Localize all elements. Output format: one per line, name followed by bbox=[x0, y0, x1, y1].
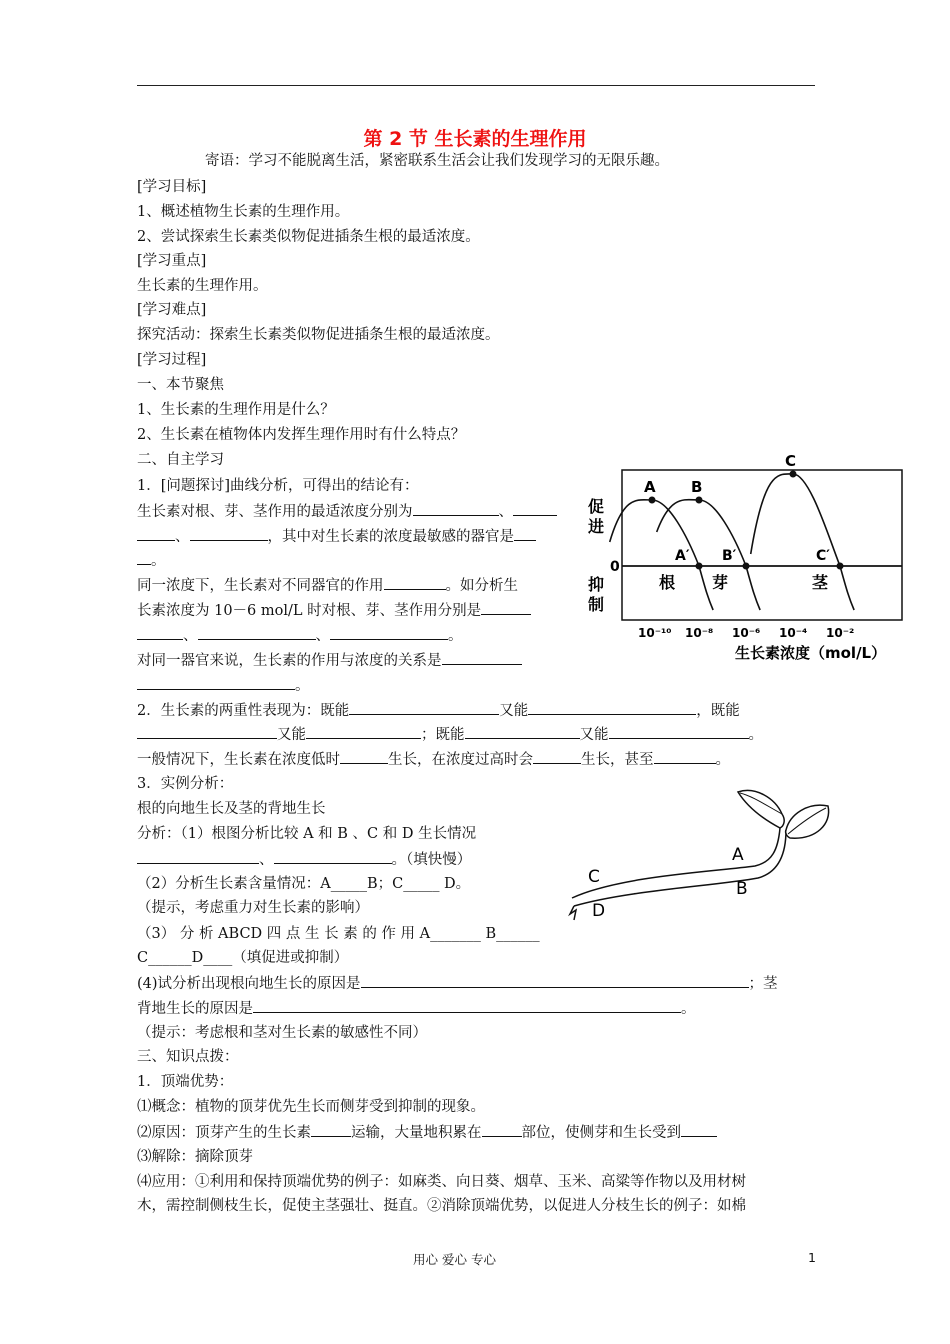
y-label-inhibit: 抑制 bbox=[588, 575, 605, 614]
zero-label: 0 bbox=[610, 559, 620, 575]
peak-label: A bbox=[644, 478, 656, 496]
example-subheading: 根的向地生长及茎的背地生长 bbox=[137, 801, 326, 817]
motto: 寄语：学习不能脱离生活，紧密联系生活会让我们发现学习的无限乐趣。 bbox=[205, 153, 669, 169]
blank[interactable] bbox=[137, 550, 151, 565]
label-d: D bbox=[592, 901, 606, 921]
blank[interactable] bbox=[384, 575, 446, 590]
same-conc-line: 同一浓度下，生长素对不同器官的作用 。如分析生 bbox=[137, 575, 518, 596]
organ-relation-line: 对同一器官来说，生长素的作用与浓度的关系是 bbox=[137, 650, 522, 671]
stem-top-edge bbox=[572, 828, 780, 898]
goal-1: 1、概述植物生长素的生理作用。 bbox=[137, 204, 350, 220]
blank[interactable] bbox=[198, 625, 316, 640]
root-tip bbox=[570, 906, 576, 920]
blank[interactable] bbox=[190, 526, 268, 541]
label-c: C bbox=[588, 867, 600, 887]
analysis-1: 分析：（1）根图分析比较 A 和 B 、C 和 D 生长情况 bbox=[137, 826, 477, 842]
label-a: A bbox=[732, 845, 744, 865]
key-heading: [学习重点] bbox=[137, 253, 207, 269]
analysis-3b: C______D____（填促进或抑制） bbox=[137, 950, 349, 966]
blank[interactable] bbox=[274, 849, 392, 864]
conc-line: 长素浓度为 10－6 mol/L 时对根、芽、茎作用分别是 bbox=[137, 600, 531, 621]
conc-blanks-line: 、 、 。 bbox=[137, 625, 463, 646]
footer-text: 用心 爱心 专心 bbox=[413, 1252, 496, 1267]
cross-label: B′ bbox=[722, 548, 737, 564]
organ-label: 茎 bbox=[812, 573, 829, 592]
difficulty-text: 探究活动：探索生长素类似物促进插条生根的最适浓度。 bbox=[137, 327, 500, 343]
blank[interactable] bbox=[654, 749, 716, 764]
peak-label: B bbox=[691, 478, 703, 496]
knowledge-concept: ⑴概念：植物的顶芽优先生长而侧芽受到抑制的现象。 bbox=[137, 1099, 485, 1115]
blank[interactable] bbox=[137, 849, 259, 864]
left-leaf bbox=[738, 790, 784, 828]
example-heading: 3．实例分析： bbox=[137, 776, 234, 792]
duality-line-1: 2．生长素的两重性表现为：既能 又能 ，既能 bbox=[137, 700, 740, 721]
stem-bottom-edge bbox=[574, 830, 786, 906]
blank[interactable] bbox=[137, 675, 295, 690]
knowledge-reason: ⑵原因：顶芽产生的生长素 运输，大量地积累在 部位，使侧芽和生长受到 bbox=[137, 1122, 717, 1143]
goal-2: 2、尝试探索生长素类似物促进插条生根的最适浓度。 bbox=[137, 229, 480, 245]
blank[interactable] bbox=[349, 700, 499, 715]
section-1-heading: 一、本节聚焦 bbox=[137, 377, 224, 393]
blank[interactable] bbox=[253, 998, 681, 1013]
x-axis-title: 生长素浓度（mol/L） bbox=[735, 644, 887, 662]
cross-point-B bbox=[743, 563, 750, 570]
key-text: 生长素的生理作用。 bbox=[137, 278, 268, 294]
auxin-response-chart bbox=[580, 452, 910, 672]
optimum-line-3: 。 bbox=[137, 550, 166, 571]
y-label-promote: 促进 bbox=[588, 497, 605, 536]
blank[interactable] bbox=[481, 600, 531, 615]
blank[interactable] bbox=[514, 526, 536, 541]
knowledge-release: ⑶解除：摘除顶芽 bbox=[137, 1149, 253, 1165]
organ-relation-line-2: 。 bbox=[137, 675, 310, 696]
analysis-4b: 背地生长的原因是 。 bbox=[137, 998, 696, 1019]
header-rule bbox=[137, 85, 815, 86]
difficulty-heading: [学习难点] bbox=[137, 302, 207, 318]
label-b: B bbox=[736, 879, 748, 899]
blank[interactable] bbox=[533, 749, 581, 764]
x-tick-label: 10⁻⁶ bbox=[732, 626, 761, 640]
optimum-line-2: 、 ，其中对生长素的浓度最敏感的器官是 bbox=[137, 526, 536, 547]
general-line: 一般情况下，生长素在浓度低时 生长，在浓度过高时会 生长，甚至 。 bbox=[137, 749, 730, 770]
blank[interactable] bbox=[681, 1122, 717, 1137]
x-tick-label: 10⁻⁴ bbox=[779, 626, 808, 640]
blank[interactable] bbox=[482, 1122, 522, 1137]
blank[interactable] bbox=[513, 501, 557, 516]
curve-根 bbox=[610, 500, 713, 610]
peak-point-A bbox=[649, 497, 656, 504]
peak-point-C bbox=[790, 471, 797, 478]
blank[interactable] bbox=[442, 650, 522, 665]
peak-point-B bbox=[696, 497, 703, 504]
blank[interactable] bbox=[137, 724, 277, 739]
blank[interactable] bbox=[528, 700, 696, 715]
goals-heading: [学习目标] bbox=[137, 179, 207, 195]
curve-芽 bbox=[657, 500, 760, 610]
x-tick-label: 10⁻² bbox=[826, 626, 855, 640]
blank[interactable] bbox=[306, 724, 421, 739]
analysis-speed-line: 、 。（填快慢） bbox=[137, 849, 471, 870]
cross-point-A bbox=[696, 563, 703, 570]
blank[interactable] bbox=[609, 724, 749, 739]
analysis-hint-2: （提示：考虑根和茎对生长素的敏感性不同） bbox=[137, 1025, 427, 1041]
blank[interactable] bbox=[340, 749, 388, 764]
problem-discussion: 1．[问题探讨]曲线分析，可得出的结论有： bbox=[137, 478, 419, 494]
blank[interactable] bbox=[137, 526, 175, 541]
blank[interactable] bbox=[413, 501, 499, 516]
cross-point-C bbox=[837, 563, 844, 570]
question-2: 2、生长素在植物体内发挥生理作用时有什么特点？ bbox=[137, 427, 466, 443]
knowledge-1: 1．顶端优势： bbox=[137, 1074, 234, 1090]
seedling-figure bbox=[560, 780, 840, 930]
organ-label: 芽 bbox=[712, 573, 729, 592]
organ-label: 根 bbox=[659, 573, 676, 592]
page-title: 第 2 节 生长素的生理作用 bbox=[363, 128, 587, 150]
knowledge-application-1: ⑷应用：①利用和保持顶端优势的例子：如麻类、向日葵、烟草、玉米、高粱等作物以及用材树 bbox=[137, 1174, 746, 1190]
question-1: 1、生长素的生理作用是什么？ bbox=[137, 402, 335, 418]
curve-茎 bbox=[751, 474, 854, 610]
cross-label: A′ bbox=[675, 548, 690, 564]
cross-label: C′ bbox=[816, 548, 830, 564]
optimum-line-1: 生长素对根、芽、茎作用的最适浓度分别为 、 bbox=[137, 501, 557, 522]
x-tick-label: 10⁻⁸ bbox=[685, 626, 714, 640]
chart-frame bbox=[622, 470, 902, 620]
blank[interactable] bbox=[137, 625, 183, 640]
analysis-2: （2）分析生长素含量情况：A_____B；C_____ D。 bbox=[137, 876, 471, 892]
analysis-hint-1: （提示，考虑重力对生长素的影响） bbox=[137, 900, 369, 916]
peak-label: C bbox=[785, 452, 797, 470]
page-number: 1 bbox=[808, 1250, 816, 1265]
analysis-4: (4)试分析出现根向地生长的原因是 ；茎 bbox=[137, 973, 778, 994]
blank[interactable] bbox=[465, 724, 580, 739]
blank[interactable] bbox=[361, 973, 749, 988]
knowledge-application-2: 木，需控制侧枝生长，促使主茎强壮、挺直。②消除顶端优势，以促进人分枝生长的例子：如棉 bbox=[137, 1198, 746, 1214]
process-heading: [学习过程] bbox=[137, 352, 207, 368]
section-3-heading: 三、知识点拨： bbox=[137, 1049, 239, 1065]
blank[interactable] bbox=[311, 1122, 351, 1137]
x-tick-label: 10⁻¹⁰ bbox=[638, 626, 672, 640]
section-2-heading: 二、自主学习 bbox=[137, 452, 224, 468]
analysis-3: （3） 分 析 ABCD 四 点 生 长 素 的 作 用 A_______ B______ bbox=[137, 926, 540, 942]
blank[interactable] bbox=[330, 625, 448, 640]
duality-line-2: 又能 ；既能 又能 。 bbox=[137, 724, 763, 745]
